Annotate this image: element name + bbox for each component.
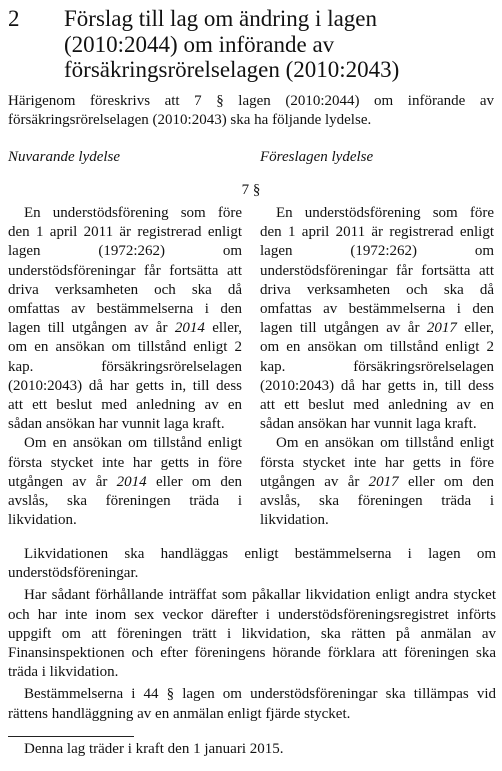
intro-text: Härigenom föreskrivs att 7 § lagen (2010:2044) om införande av försäkringsrörelselagen (2010:2043) ska ha följande lydelse. [8,93,494,128]
footnote-divider [8,736,134,737]
heading-number: 2 [8,6,20,31]
proposed-wording-column [260,204,494,530]
current-year-2: 2014 [116,473,147,490]
current-wording-column [8,204,242,530]
common-paragraph-2: Har sådant förhållande inträffat som påkallar likvidation enligt andra stycket och har inte inom sex veckor därefter i understödsföreningsregistret införts uppgift om att föreningen trätt i likvidation, ska rätten på anmälan av Finansinspektionen och efter föreningens hörande förklara att föreningen ska träda i likvidation. [8,587,496,681]
common-paragraphs [8,545,496,727]
proposed-year-1: 2017 [426,320,457,337]
proposed-paragraph-2: Om en ansökan om tillstånd enligt första stycket inte har getts in före utgången av år 2017 eller om den avslås, ska föreningen träda i likvidation. [260,435,494,529]
section-number: 7 § [241,182,261,198]
current-year-1: 2014 [174,320,205,337]
commencement-note: Denna lag träder i kraft den 1 januari 2015. [24,741,284,757]
proposed-wording-label: Föreslagen lydelse [260,149,374,165]
heading-title: Förslag till lag om ändring i lagen (2010:2044) om införande av försäkringsrörelselagen (2010:2043) [64,6,400,82]
proposed-year-2: 2017 [368,473,399,490]
current-paragraph-1: En understödsförening som före den 1 april 2011 är registrerad enligt lagen (1972:262) om understödsföreningar får fortsätta att driva verksamheten och ska då omfattas av bestämmelserna i den lagen till utgången av år 2014 eller, om en ansökan om tillstånd enligt 2 kap. försäkringsrörelselagen (2010:2043) då har getts in, till dess att ett beslut med anledning av en sådan ansökan har vunnit laga kraft. [8,205,242,433]
current-wording-label: Nuvarande lydelse [8,149,121,165]
current-paragraph-2: Om en ansökan om tillstånd enligt första stycket inte har getts in före utgången av år 2014 eller om den avslås, ska föreningen träda i likvidation. [8,435,242,529]
proposed-paragraph-1: En understödsförening som före den 1 april 2011 är registrerad enligt lagen (1972:262) om understödsföreningar får fortsätta att driva verksamheten och ska då omfattas av bestämmelserna i den lagen till utgången av år 2017 eller, om en ansökan om tillstånd enligt 2 kap. försäkringsrörelselagen (2010:2043) då har getts in, till dess att ett beslut med anledning av en sådan ansökan har vunnit laga kraft. [260,205,494,433]
common-paragraph-1: Likvidationen ska handläggas enligt bestämmelserna i lagen om understödsföreningar. [8,546,496,582]
common-paragraph-3: Bestämmelserna i 44 § lagen om understödsföreningar ska tillämpas vid rättens handläggning av en anmälan enligt fjärde stycket. [8,686,496,722]
